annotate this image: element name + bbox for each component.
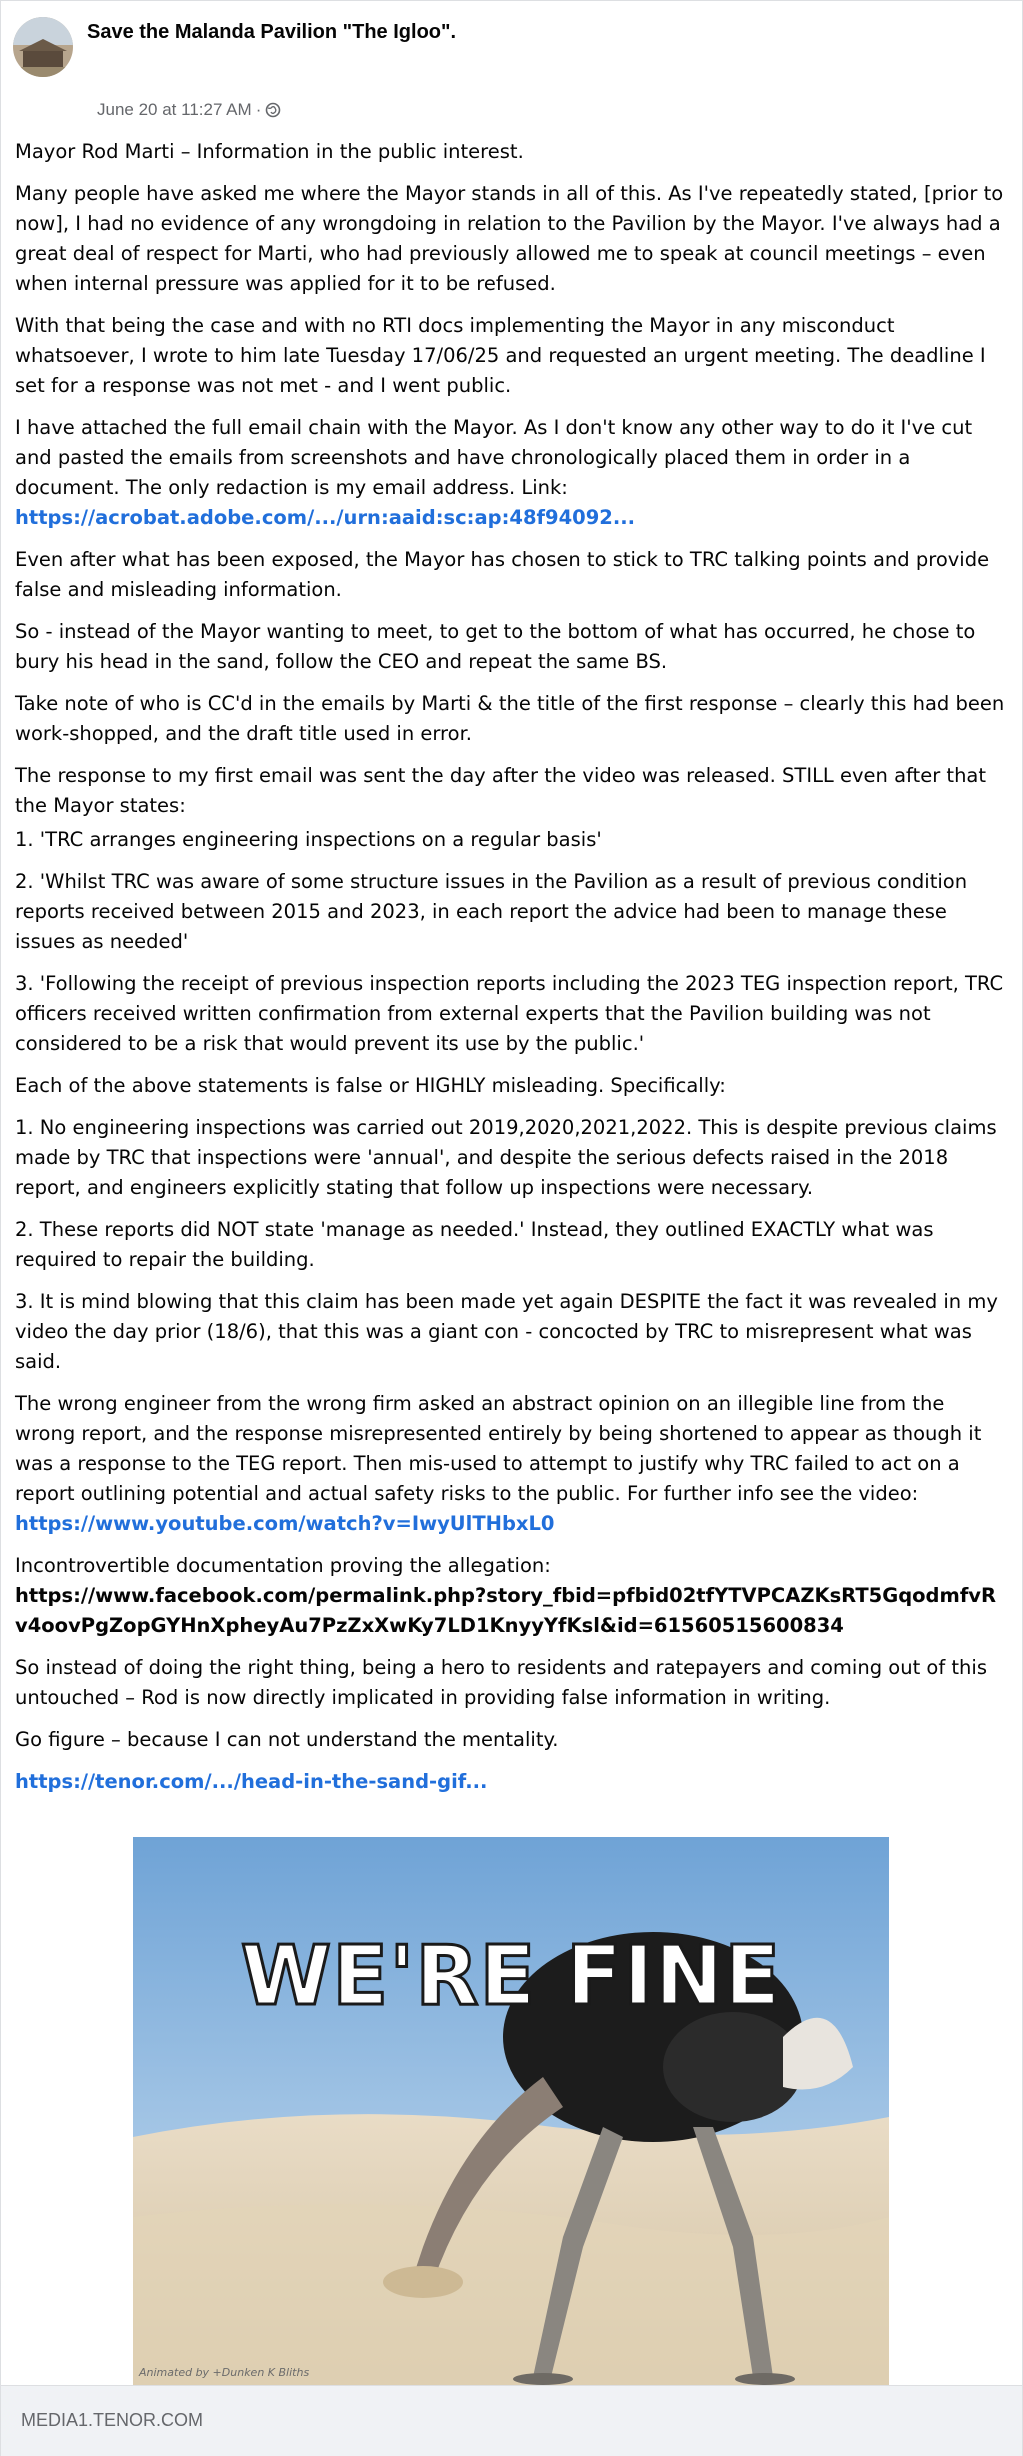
preview-domain: MEDIA1.TENOR.COM <box>21 2410 204 2430</box>
post-body <box>15 137 1005 1809</box>
post-paragraph: So - instead of the Mayor wanting to meet, to get to the bottom of what has occurred, he chose to bury his head in the sand, follow the CEO and repeat the same BS. <box>15 620 976 673</box>
quoted-statement-2: 2. 'Whilst TRC was aware of some structure issues in the Pavilion as a result of previous condition reports received between 2015 and 2023, in each report the advice had been to manage these issues as needed' <box>15 870 968 953</box>
post-paragraph: Mayor Rod Marti – Information in the public interest. <box>15 140 524 163</box>
quoted-statement-1: 1. 'TRC arranges engineering inspections on a regular basis' <box>15 828 602 851</box>
pavilion-photo-icon <box>13 17 73 77</box>
ostrich-gif[interactable] <box>133 1837 889 2385</box>
ostrich-head-in-sand-image <box>133 1837 889 2385</box>
post-paragraph <box>15 1767 1005 1797</box>
paragraph-text: I have attached the full email chain with the Mayor. As I don't know any other way to do it I've cut and pasted the emails from screenshots and have chronologically placed them in order in a document. The only redaction is my email address. Link: <box>15 416 973 499</box>
post-meta <box>97 100 281 120</box>
facebook-permalink[interactable]: https://www.facebook.com/permalink.php?story_fbid=pfbid02tfYTVPCAZKsRT5GqodmfvRv4oovPgZopGYHnXpheyAu7PzZxXwKy7LD1KnyyYfKsl&id=61560515600834 <box>15 1584 997 1637</box>
post-paragraph: So instead of doing the right thing, being a hero to residents and ratepayers and coming out of this untouched – Rod is now directly implicated in providing false information in writing. <box>15 1656 987 1709</box>
youtube-link[interactable]: https://www.youtube.com/watch?v=IwyUlTHbxL0 <box>15 1512 555 1535</box>
paragraph-text: The wrong engineer from the wrong firm asked an abstract opinion on an illegible line from the wrong report, and the response misrepresented entirely by being shortened to appear as though it was a response to the TEG report. Then mis-used to attempt to justify why TRC failed to act on a report outlining potential and actual safety risks to the public. For further info see the video: <box>15 1392 982 1505</box>
page-avatar[interactable] <box>13 17 73 77</box>
post-paragraph: Even after what has been exposed, the Mayor has chosen to stick to TRC talking points and provide false and misleading information. <box>15 548 990 601</box>
post-header <box>13 17 1003 77</box>
post-paragraph: Take note of who is CC'd in the emails by Marti & the title of the first response – clearly this had been work-shopped, and the draft title used in error. <box>15 692 1005 745</box>
acrobat-link[interactable]: https://acrobat.adobe.com/.../urn:aaid:sc:ap:48f94092... <box>15 506 636 529</box>
post-timestamp[interactable]: June 20 at 11:27 AM <box>97 100 252 119</box>
post-paragraph <box>15 1551 1005 1641</box>
meta-separator: · <box>255 100 262 119</box>
post-paragraph: With that being the case and with no RTI docs implementing the Mayor in any misconduct whatsoever, I wrote to him late Tuesday 17/06/25 and requested an urgent meeting. The deadline I set for a response was not met - and I went public. <box>15 314 986 397</box>
gif-caption: WE'RE FINE <box>240 1929 782 2024</box>
rebuttal-1: 1. No engineering inspections was carried out 2019,2020,2021,2022. This is despite previous claims made by TRC that inspections were 'annual', and despite the serious defects raised in the 2018 report, and engineers explicitly stating that follow up inspections were necessary. <box>15 1116 997 1199</box>
paragraph-text: Incontrovertible documentation proving the allegation: <box>15 1554 551 1577</box>
quoted-statement-3: 3. 'Following the receipt of previous inspection reports including the 2023 TEG inspection report, TRC officers received written confirmation from external experts that the Pavilion building was not considered to be a risk that would prevent its use by the public.' <box>15 972 1004 1055</box>
globe-icon[interactable] <box>265 102 281 118</box>
post-paragraph: Many people have asked me where the Mayor stands in all of this. As I've repeatedly stated, [prior to now], I had no evidence of any wrongdoing in relation to the Pavilion by the Mayor. I've always had a great deal of respect for Marti, who had previously allowed me to speak at council meetings – even when internal pressure was applied for it to be refused. <box>15 182 1004 295</box>
post-paragraph <box>15 1389 1005 1539</box>
link-preview-footer[interactable] <box>1 2385 1022 2456</box>
post-paragraph <box>15 413 1005 533</box>
gif-credit: Animated by +Dunken K Bliths <box>139 2366 310 2379</box>
post-paragraph: Each of the above statements is false or HIGHLY misleading. Specifically: <box>15 1074 726 1097</box>
rebuttal-3: 3. It is mind blowing that this claim has been made yet again DESPITE the fact it was revealed in my video the day prior (18/6), that this was a giant con - concocted by TRC to misrepresent what was said. <box>15 1290 998 1373</box>
post-paragraph: Go figure – because I can not understand the mentality. <box>15 1728 559 1751</box>
page-name-link[interactable]: Save the Malanda Pavilion "The Igloo". <box>87 21 457 43</box>
tenor-link[interactable]: https://tenor.com/.../head-in-the-sand-gif... <box>15 1770 488 1793</box>
post-paragraph: The response to my first email was sent the day after the video was released. STILL even after that the Mayor states: <box>15 764 987 817</box>
rebuttal-2: 2. These reports did NOT state 'manage as needed.' Instead, they outlined EXACTLY what was required to repair the building. <box>15 1218 934 1271</box>
